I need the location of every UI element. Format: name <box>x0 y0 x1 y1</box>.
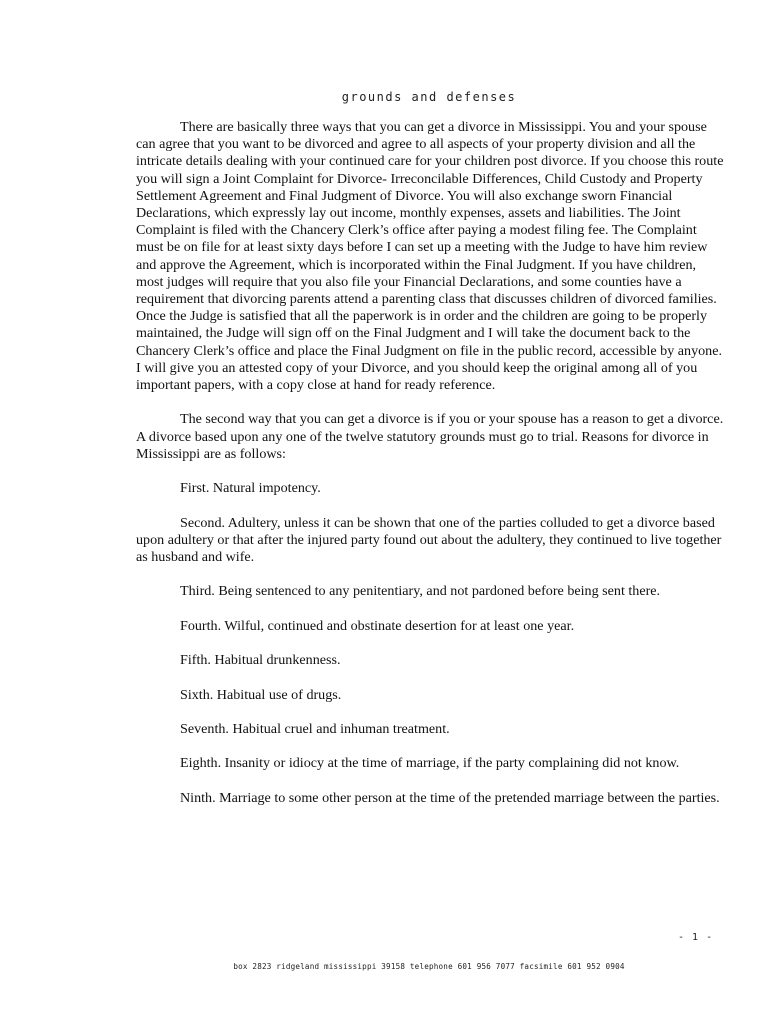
ground-first: First. Natural impotency. <box>180 480 321 497</box>
ground-second: Second. Adultery, unless it can be shown that one of the parties colluded to get a divorce based upon adultery or that after the injured party found out about the adultery, they continued to live together as husband and wife. <box>136 514 722 566</box>
ground-fifth: Fifth. Habitual drunkenness. <box>180 652 341 669</box>
ground-sixth: Sixth. Habitual use of drugs. <box>180 686 342 703</box>
document-body <box>136 119 724 807</box>
document-title: grounds and defenses <box>341 90 517 104</box>
paragraph-intro: There are basically three ways that you can get a divorce in Mississippi. You and your spouse can agree that you want to be divorced and agree to all aspects of your property division and all the intricate details dealing with your continued care for your children post divorce. If you choose this route you will sign a Joint Complaint for Divorce- Irreconcilable Differences, Child Custody and Property Settlement Agreement and Final Judgment of Divorce. You will also exchange sworn Financial Declarations, which expressly lay out income, monthly expenses, assets and liabilities. The Joint Complaint is filed with the Chancery Clerk’s office after paying a modest filing fee. The Complaint must be on file for at least sixty days before I can set up a meeting with the Judge to have him review and approve the Agreement, which is incorporated within the Final Judgment. If you have children, most judges will require that you also file your Financial Declarations, and some counties have a requirement that divorcing parents attend a parenting class that discusses children of divorced families. Once the Judge is satisfied that all the paperwork is in order and the children are going to be properly maintained, the Judge will sign off on the Final Judgment and I will take the document back to the Chancery Clerk’s office and place the Final Judgment on file in the public record, accessible by anyone. I will give you an attested copy of your Divorce, and you should keep the original among all of you important papers, with a copy close at hand for ready reference. <box>136 119 724 394</box>
page-number: - 1 - <box>678 932 714 943</box>
ground-fourth: Fourth. Wilful, continued and obstinate desertion for at least one year. <box>180 617 575 634</box>
ground-third: Third. Being sentenced to any penitentiary, and not pardoned before being sent there. <box>180 583 661 600</box>
ground-ninth: Ninth. Marriage to some other person at the time of the pretended marriage between the parties. <box>180 789 720 806</box>
footer-contact: box 2823 ridgeland mississippi 39158 telephone 601 956 7077 facsimile 601 952 0904 <box>233 962 625 971</box>
ground-eighth: Eighth. Insanity or idiocy at the time of marriage, if the party complaining did not know. <box>180 755 680 772</box>
paragraph-second-way: The second way that you can get a divorce is if you or your spouse has a reason to get a divorce. A divorce based upon any one of the twelve statutory grounds must go to trial. Reasons for divorce in Mississippi are as follows: <box>136 411 724 462</box>
ground-seventh: Seventh. Habitual cruel and inhuman treatment. <box>180 720 450 737</box>
